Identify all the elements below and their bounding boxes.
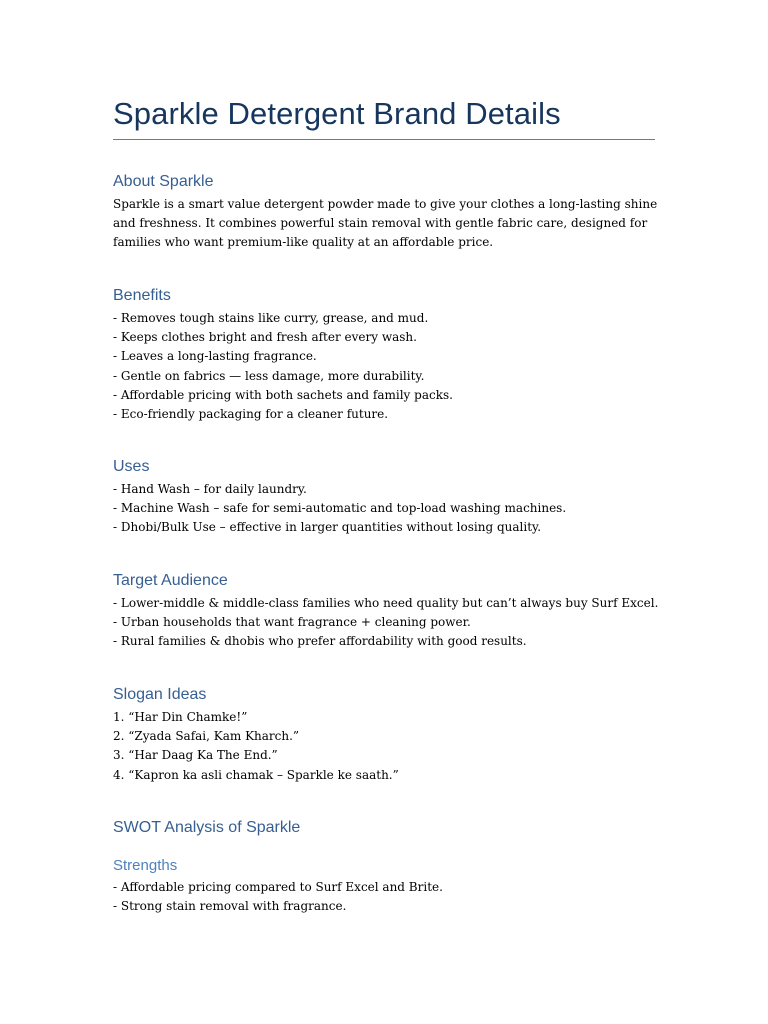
section-about — [113, 171, 658, 253]
heading-benefits: Benefits — [113, 287, 171, 304]
title-underline — [113, 139, 655, 140]
section-uses — [113, 456, 655, 538]
section-target-audience — [113, 570, 659, 652]
list-item: - Hand Wash – for daily laundry. — [113, 482, 307, 496]
section-benefits — [113, 285, 655, 424]
document-title: Sparkle Detergent Brand Details — [113, 96, 561, 131]
heading-uses: Uses — [113, 458, 150, 475]
section-swot — [113, 817, 655, 839]
benefits-list — [113, 309, 655, 424]
list-item: - Keeps clothes bright and fresh after every wash. — [113, 330, 417, 345]
about-line: and freshness. It combines powerful stain removal with gentle fabric care, designed for — [113, 216, 648, 231]
list-item: 3. “Har Daag Ka The End.” — [113, 748, 278, 763]
list-item: - Leaves a long-lasting fragrance. — [113, 349, 317, 364]
list-item: - Lower-middle & middle-class families who need quality but can’t always buy Surf Excel. — [113, 596, 659, 610]
list-item: - Strong stain removal with fragrance. — [113, 899, 347, 914]
subsection-strengths — [113, 855, 655, 916]
list-item: - Removes tough stains like curry, grease, and mud. — [113, 311, 429, 325]
heading-target-audience: Target Audience — [113, 572, 228, 589]
section-slogan-ideas — [113, 684, 655, 785]
list-item: 4. “Kapron ka asli chamak – Sparkle ke saath.” — [113, 767, 399, 782]
about-line: Sparkle is a smart value detergent powder made to give your clothes a long-lasting shine — [113, 197, 658, 211]
heading-about: About Sparkle — [113, 173, 214, 190]
list-item: - Machine Wash – safe for semi-automatic and top-load washing machines. — [113, 501, 567, 516]
about-paragraph — [113, 195, 658, 253]
list-item: - Dhobi/Bulk Use – effective in larger quantities without losing quality. — [113, 520, 542, 535]
strengths-list — [113, 878, 655, 916]
slogan-list — [113, 708, 655, 785]
list-item: 1. “Har Din Chamke!” — [113, 710, 248, 724]
about-line: families who want premium-like quality at an affordable price. — [113, 235, 494, 250]
list-item: - Urban households that want fragrance + cleaning power. — [113, 615, 471, 630]
uses-list — [113, 480, 655, 538]
list-item: - Affordable pricing compared to Surf Excel and Brite. — [113, 880, 443, 894]
list-item: 2. “Zyada Safai, Kam Kharch.” — [113, 729, 300, 744]
list-item: - Rural families & dhobis who prefer affordability with good results. — [113, 634, 527, 649]
heading-slogan-ideas: Slogan Ideas — [113, 686, 207, 703]
list-item: - Gentle on fabrics — less damage, more durability. — [113, 368, 425, 383]
heading-swot: SWOT Analysis of Sparkle — [113, 819, 301, 836]
audience-list — [113, 594, 659, 652]
heading-strengths: Strengths — [113, 857, 178, 874]
list-item: - Eco-friendly packaging for a cleaner future. — [113, 407, 389, 422]
list-item: - Affordable pricing with both sachets and family packs. — [113, 387, 453, 402]
